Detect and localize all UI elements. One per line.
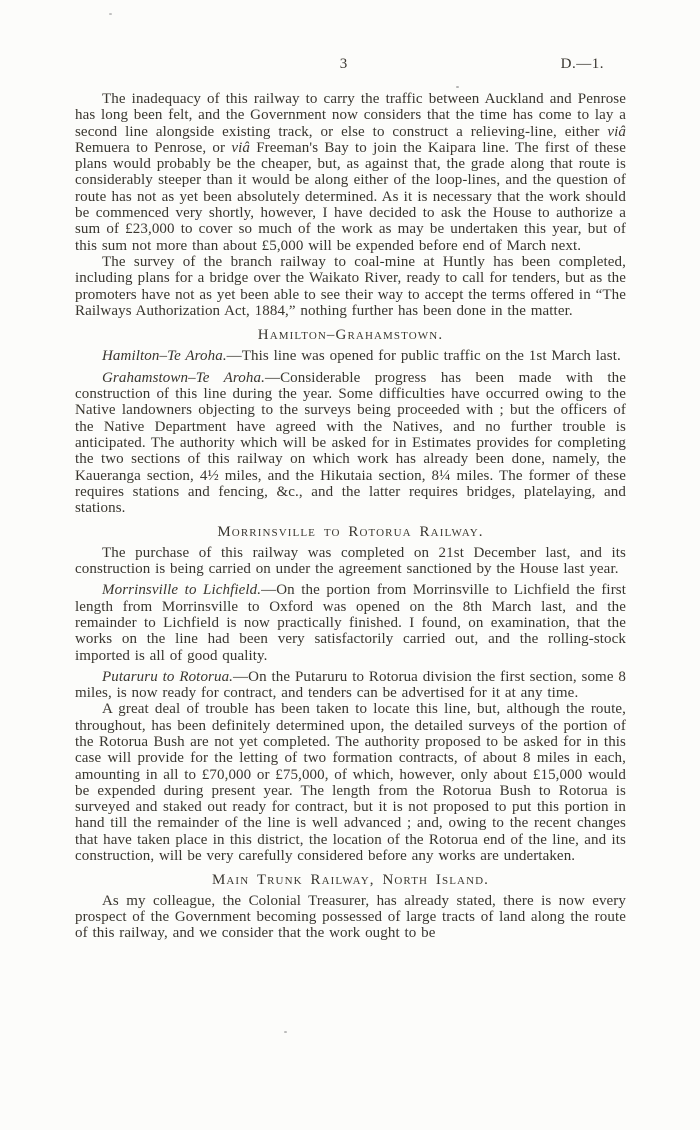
- route-name-italic: Putaruru to Rotorua.: [102, 668, 234, 685]
- scan-speck: [109, 13, 112, 15]
- paragraph-railway-purchase: The purchase of this railway was completed on 21st December last, and its construction is being carried on under the agreement sanctioned by the House last year.: [75, 544, 626, 578]
- page-header: [75, 56, 626, 74]
- italic-term-via: viâ: [231, 139, 250, 156]
- scan-speck: [456, 86, 459, 88]
- italic-term-via: viâ: [607, 123, 626, 140]
- scan-speck: [284, 1031, 287, 1033]
- paragraph-text: Remuera to Penrose, or: [75, 139, 232, 156]
- paragraph-main-trunk: As my colleague, the Colonial Treasurer, has already stated, there is now every prospect of the Government becoming possessed of large tracts of land along the route of this railway, and we consider that the work ought to be: [75, 892, 626, 942]
- paragraph-putaruru-rotorua: [75, 669, 626, 702]
- page-number: 3: [339, 56, 348, 72]
- paragraph-text: Freeman's Bay to join the Kaipara line. The first of these plans would probably be the cheaper, but, as against that, the grade along that route is considerably steeper than it would be along either of the loop-lines, and the question of route has not as yet been absolutely determined. As it is necessary that the work should be commenced very shortly, however, I have decided to ask the House to authorize a sum of £23,000 to cover so much of the work as may be undertaken this year, but of this sum not more than about £5,000 will be expended before end of March next.: [75, 139, 626, 254]
- document-reference: D.—1.: [560, 56, 604, 72]
- paragraph-hamilton-te-aroha: [75, 348, 626, 364]
- paragraph-text: The inadequacy of this railway to carry the traffic between Auckland and Penrose has long been felt, and the Government now considers that the time has come to lay a second line alongside existing track, or else to construct a relieving-line, either: [75, 91, 626, 140]
- paragraph-huntly-survey: The survey of the branch railway to coal-mine at Huntly has been completed, including plans for a bridge over the Waikato River, ready to call for tenders, but as the promoters have not as yet been able to see their way to accept the terms offered in “The Railways Authorization Act, 1884,” nothing further has been done in the matter.: [75, 253, 626, 319]
- paragraph-morrinsville-lichfield: [75, 582, 626, 663]
- route-name-italic: Morrinsville to Lichfield.: [102, 582, 262, 599]
- section-heading-main-trunk: Main Trunk Railway, North Island.: [211, 872, 490, 889]
- paragraph-text: —This line was opened for public traffic on the 1st March last.: [226, 348, 621, 365]
- paragraph-line-location: A great deal of trouble has been taken to locate this line, but, although the route, throughout, has been definitely determined upon, the detailed surveys of the portion of the Rotorua Bush are not yet completed. The authority proposed to be asked for in this case will provide for the letting of two formation contracts, of about 8 miles in each, amounting in all to £70,000 or £75,000, of which, however, only about £15,000 would be expended during present year. The length from the Rotorua Bush to Rotorua is surveyed and staked out ready for contract, but it is not proposed to put this portion in hand till the remainder of the line is well advanced ; and, owing to the recent changes that have taken place in this district, the location of the Rotorua end of the line, and its construction, will be very carefully considered before any works are undertaken.: [75, 701, 626, 865]
- route-name-italic: Hamilton–Te Aroha.: [102, 348, 227, 365]
- paragraph-auckland-penrose: [75, 91, 626, 254]
- paragraph-grahamstown-te-aroha: [75, 370, 626, 517]
- paragraph-text: —Considerable progress has been made with the construction of this line during the year. Some difficulties have occurred owing to the Native landowners objecting to the surveys being proceeded with ; but the officers of the Native Department have agreed with the Natives, and no further trouble is anticipated. The authority which will be asked for in Estimates provides for completing the two sections of this railway on which work has already been done, namely, the Kaueranga section, 4½ miles, and the Hikutaia section, 8¼ miles. The former of these requires stations and fencing, &c., and the latter requires bridges, platelaying, and stations.: [75, 369, 627, 517]
- section-heading-hamilton-grahamstown: Hamilton–Grahamstown.: [257, 327, 444, 344]
- section-heading-morrinsville-rotorua: Morrinsville to Rotorua Railway.: [217, 524, 484, 541]
- paragraph-text: —On the portion from Morrinsville to Lichfield the first length from Morrinsville to Oxford was opened on the 8th March last, and the remainder to Lichfield is now practically finished. I found, on examination, that the works on the line had been very satisfactorily carried out, and the rolling-stock imported is all of good quality.: [75, 582, 627, 664]
- paragraph-text: —On the Putaruru to Rotorua division the first section, some 8 miles, is now ready for contract, and tenders can be advertised for it at any time.: [75, 668, 626, 702]
- document-body: [75, 91, 626, 942]
- route-name-italic: Grahamstown–Te Aroha.: [102, 369, 265, 386]
